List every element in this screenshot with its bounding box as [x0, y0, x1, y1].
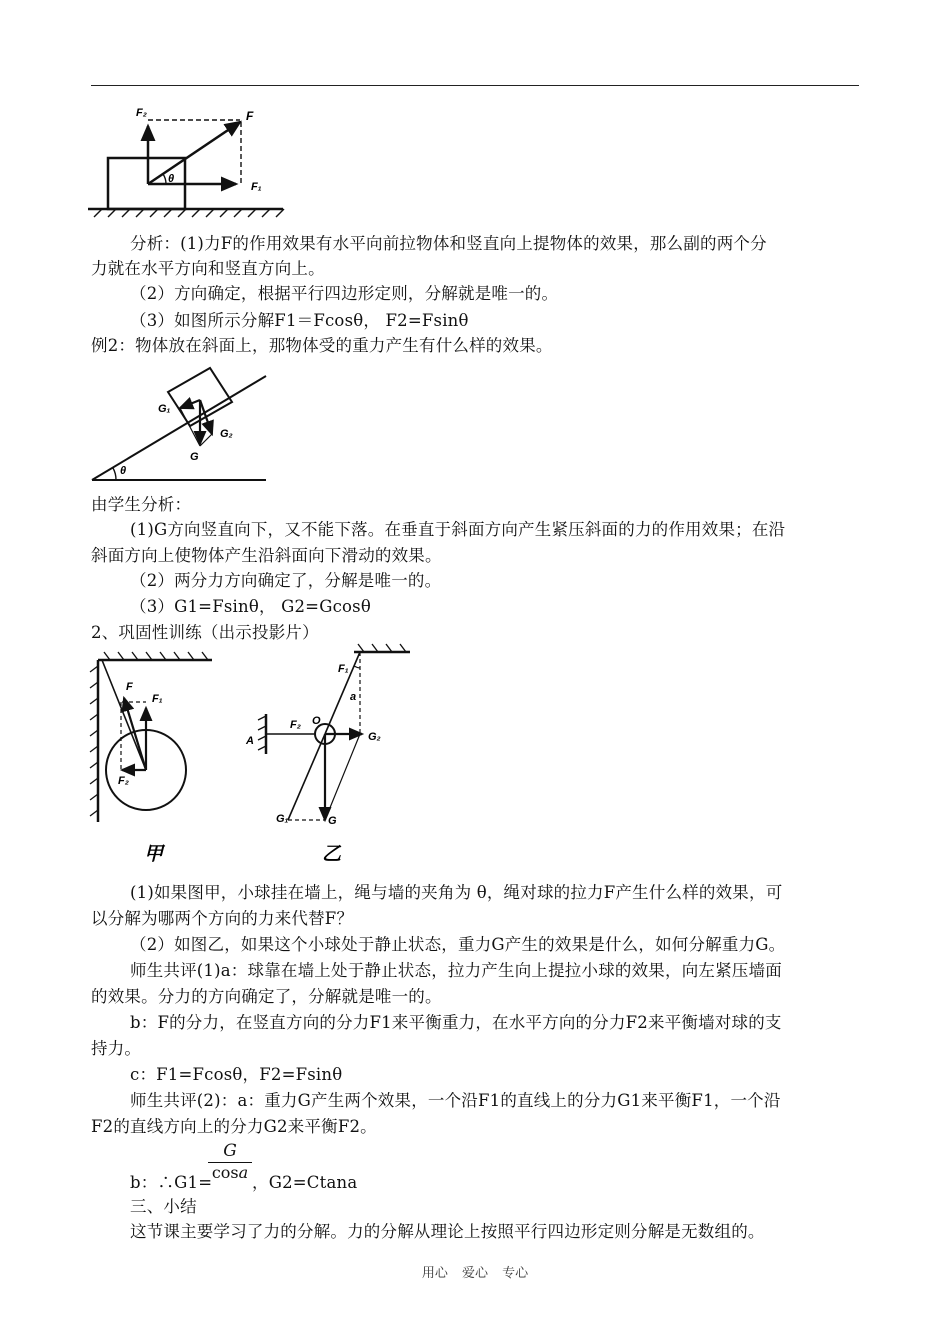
figure-force-decomposition: [88, 100, 288, 218]
section-heading: 三、小结: [130, 1197, 197, 1216]
formula-suffix: ，G2=Ctana: [252, 1173, 358, 1192]
text-line: 例2：物体放在斜面上，那物体受的重力产生有什么样的效果。: [91, 336, 553, 355]
label-o: O: [312, 715, 321, 727]
label-f2: F₂: [136, 107, 147, 119]
text-line: （3）G1=Fsinθ， G2=Gcosθ: [130, 597, 371, 616]
footer: [0, 1262, 950, 1281]
text-line: （2）如图乙，如果这个小球处于静止状态，重力G产生的效果是什么，如何分解重力G。: [130, 935, 786, 954]
label-g1: G₁: [158, 403, 171, 415]
label-g2: G₂: [368, 731, 381, 743]
fraction-g-over-cos: [208, 1140, 252, 1183]
text-line: (1)G方向竖直向下，又不能下落。在垂直于斜面方向产生紧压斜面的力的作用效果；在沿: [130, 520, 786, 539]
text-line: （2）方向确定，根据平行四边形定则，分解就是唯一的。: [130, 284, 559, 303]
text-line: c：F1=Fcosθ，F2=Fsinθ: [130, 1065, 343, 1084]
text-line: 斜面方向上使物体产生沿斜面向下滑动的效果。: [91, 546, 442, 565]
figure-incline: [88, 362, 273, 484]
text-line: 的效果。分力的方向确定了，分解就是唯一的。: [91, 987, 442, 1006]
figure-ball-jia-yi: [88, 642, 418, 868]
caption-jia: 甲: [144, 844, 164, 865]
label-theta: θ: [168, 173, 175, 185]
label-a-wall: A: [246, 735, 254, 747]
fraction-numerator: G: [223, 1141, 237, 1161]
label-g2: G₂: [220, 428, 233, 440]
text-line: （2）两分力方向确定了，分解是唯一的。: [130, 571, 442, 590]
footer-item: 爱心: [461, 1266, 488, 1281]
label-f1: F₁: [152, 693, 163, 705]
text-line: 2、巩固性训练（出示投影片）: [91, 623, 319, 642]
figure-yi: [245, 644, 410, 865]
footer-item: 用心: [421, 1266, 448, 1281]
label-f2: F₂: [290, 719, 301, 731]
formula-prefix: b：∴G1=: [130, 1173, 213, 1192]
label-a: a: [350, 691, 357, 703]
text-line: （3）如图所示分解F1＝Fcosθ， F2=Fsinθ: [130, 311, 469, 330]
text-line: (1)如果图甲，小球挂在墙上，绳与墙的夹角为 θ，绳对球的拉力F产生什么样的效果，可: [130, 883, 783, 902]
text-line: 力就在水平方向和竖直方向上。: [91, 259, 325, 278]
figure-jia: [90, 652, 212, 865]
text-line: 持力。: [91, 1039, 142, 1058]
label-theta: θ: [120, 465, 127, 477]
label-f: F: [126, 681, 133, 693]
caption-yi: 乙: [322, 844, 342, 865]
label-f1: F₁: [338, 663, 349, 675]
label-g1: G₁: [276, 813, 289, 825]
text-line: 分析：(1)力F的作用效果有水平向前拉物体和竖直向上提物体的效果，那么副的两个分: [130, 234, 767, 253]
label-f: F: [246, 109, 254, 123]
label-g: G: [190, 451, 199, 463]
label-f1: F₁: [251, 181, 262, 193]
text-line: b：F的分力，在竖直方向的分力F1来平衡重力，在水平方向的分力F2来平衡墙对球的支: [130, 1013, 782, 1032]
text-line: 师生共评(2)：a：重力G产生两个效果，一个沿F1的直线上的分力G1来平衡F1，一个沿: [130, 1091, 781, 1110]
label-g: G: [328, 815, 337, 827]
header-rule: [91, 85, 859, 86]
footer-item: 专心: [502, 1266, 529, 1281]
text-line: 师生共评(1)a：球靠在墙上处于静止状态，拉力产生向上提拉小球的效果，向左紧压墙面: [130, 961, 782, 980]
text-line: 由学生分析：: [91, 495, 192, 514]
label-f2: F₂: [118, 775, 129, 787]
text-line: 这节课主要学习了力的分解。力的分解从理论上按照平行四边形定则分解是无数组的。: [130, 1222, 765, 1241]
text-line: 以分解为哪两个方向的力来代替F？: [91, 909, 354, 928]
fraction-denominator: cosa: [211, 1163, 249, 1182]
text-line: F2的直线方向上的分力G2来平衡F2。: [91, 1117, 377, 1136]
